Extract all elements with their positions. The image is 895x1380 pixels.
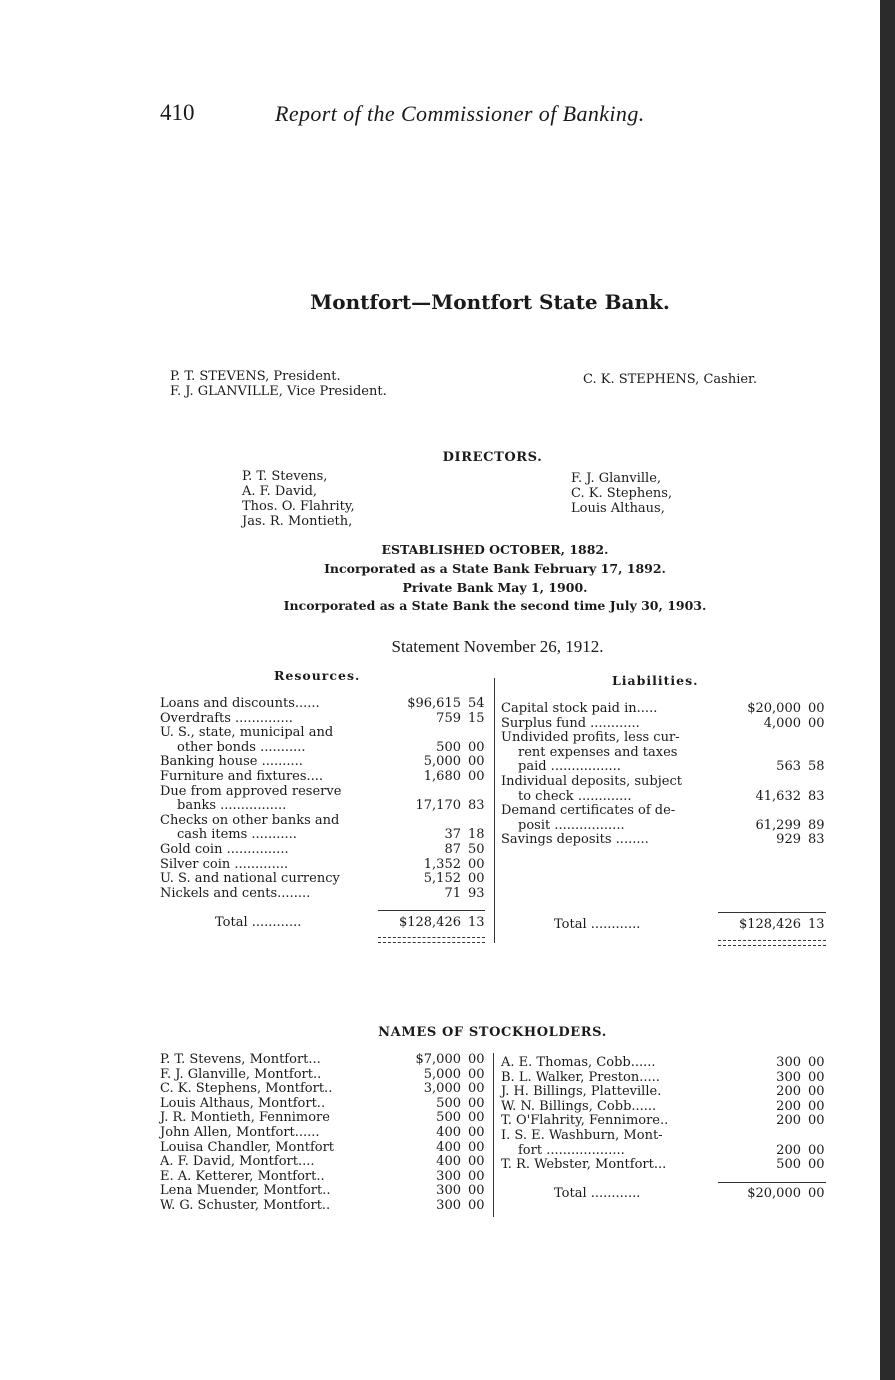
table-row xyxy=(160,1126,490,1141)
amount-dollars: 500 xyxy=(776,1157,801,1173)
stockholders-left-table xyxy=(160,1053,490,1214)
row-label: Due from approved reserve xyxy=(160,783,342,799)
amount-dollars: 400 xyxy=(436,1124,461,1140)
bank-title: Montfort—Montfort State Bank. xyxy=(310,290,670,314)
amount-cents: 00 xyxy=(468,1197,485,1213)
amount-cents: 00 xyxy=(468,1183,485,1199)
row-label: Surplus fund ............ xyxy=(501,715,640,731)
amount-cents: 18 xyxy=(468,827,485,843)
officer-cashier: C. K. STEPHENS, Cashier. xyxy=(583,372,757,387)
history-incorporated: Incorporated as a State Bank February 17, 1892. xyxy=(324,561,666,576)
amount-cents: 00 xyxy=(468,871,485,887)
row-label: T. O'Flahrity, Fennimore.. xyxy=(501,1113,669,1129)
amount-dollars: 759 xyxy=(436,710,461,726)
stockholders-heading: NAMES OF STOCKHOLDERS. xyxy=(378,1025,607,1040)
row-label: W. G. Schuster, Montfort.. xyxy=(160,1197,331,1213)
amount-cents: 00 xyxy=(468,1168,485,1184)
row-label: Banking house .......... xyxy=(160,754,303,770)
officer-vice-president: F. J. GLANVILLE, Vice President. xyxy=(170,384,387,399)
table-row xyxy=(501,760,831,775)
amount-cents: 00 xyxy=(468,1154,485,1170)
row-label: Capital stock paid in..... xyxy=(501,701,658,716)
directors-left-column xyxy=(242,469,355,529)
directors-right-column xyxy=(571,471,672,516)
amount-cents: 00 xyxy=(808,1055,825,1070)
officer-president: P. T. STEVENS, President. xyxy=(170,369,341,384)
row-label: rent expenses and taxes xyxy=(518,744,678,760)
table-row xyxy=(160,799,490,814)
amount-dollars: 400 xyxy=(436,1154,461,1170)
amount-dollars: 200 xyxy=(776,1113,801,1129)
row-label: Gold coin ............... xyxy=(160,841,289,857)
amount-dollars: 563 xyxy=(776,759,801,775)
amount-cents: 54 xyxy=(468,696,485,711)
table-row xyxy=(160,858,490,873)
table-row xyxy=(501,702,831,717)
table-row xyxy=(160,1170,490,1185)
row-label: F. J. Glanville, Montfort.. xyxy=(160,1066,322,1082)
total-label: Total ............ xyxy=(554,1186,641,1201)
history-private-bank: Private Bank May 1, 1900. xyxy=(402,580,588,595)
amount-cents: 00 xyxy=(468,1124,485,1140)
table-row xyxy=(160,1155,490,1170)
amount-dollars: 4,000 xyxy=(763,715,801,731)
amount-cents: 00 xyxy=(468,856,485,872)
statement-title: Statement November 26, 1912. xyxy=(391,637,604,656)
table-row xyxy=(501,804,831,819)
row-label: Demand certificates of de- xyxy=(501,803,676,819)
row-label: other bonds ........... xyxy=(177,739,306,755)
amount-dollars: 200 xyxy=(776,1084,801,1100)
amount-dollars: 400 xyxy=(436,1139,461,1155)
amount-dollars: 37 xyxy=(444,827,461,843)
amount-cents: 83 xyxy=(808,832,825,848)
table-row xyxy=(160,1184,490,1199)
row-label: Louis Althaus, Montfort.. xyxy=(160,1095,326,1111)
amount-dollars: 300 xyxy=(436,1183,461,1199)
table-row xyxy=(501,775,831,790)
row-label: T. R. Webster, Montfort... xyxy=(501,1157,667,1173)
row-label: Savings deposits ........ xyxy=(501,832,649,848)
table-row xyxy=(501,1071,831,1086)
stockholders-total-row xyxy=(501,1187,831,1202)
row-label: U. S., state, municipal and xyxy=(160,725,334,741)
resources-total-row xyxy=(160,916,490,931)
amount-dollars: 41,632 xyxy=(755,788,801,804)
resources-total-rule xyxy=(378,910,485,911)
amount-dollars: 200 xyxy=(776,1142,801,1158)
table-row xyxy=(160,741,490,756)
amount-cents: 50 xyxy=(468,841,485,857)
row-label: Checks on other banks and xyxy=(160,812,340,828)
stockholders-column-divider xyxy=(493,1053,494,1217)
table-row xyxy=(501,717,831,732)
table-row xyxy=(160,1097,490,1112)
row-label: to check ............. xyxy=(518,788,632,804)
table-row xyxy=(160,712,490,727)
amount-dollars: 5,152 xyxy=(423,871,461,887)
amount-cents: 00 xyxy=(468,754,485,770)
amount-dollars: $20,000 xyxy=(747,701,801,716)
amount-dollars: 87 xyxy=(444,841,461,857)
amount-cents: 00 xyxy=(808,1069,825,1085)
row-label: P. T. Stevens, Montfort... xyxy=(160,1052,321,1067)
director-name: Louis Althaus, xyxy=(571,501,665,516)
table-row xyxy=(160,1111,490,1126)
row-label: banks ................ xyxy=(177,798,287,814)
row-label: I. S. E. Washburn, Mont- xyxy=(501,1127,663,1143)
director-name: P. T. Stevens, xyxy=(242,469,328,484)
table-row xyxy=(501,833,831,848)
director-name: C. K. Stephens, xyxy=(571,486,673,501)
table-row xyxy=(160,872,490,887)
total-cents: 13 xyxy=(468,915,485,930)
row-label: cash items ........... xyxy=(177,827,297,843)
amount-cents: 00 xyxy=(468,1052,485,1067)
amount-dollars: 3,000 xyxy=(423,1081,461,1097)
liabilities-heading: Liabilities. xyxy=(612,673,699,688)
row-label: U. S. and national currency xyxy=(160,871,340,887)
directors-heading: DIRECTORS. xyxy=(442,450,543,465)
amount-cents: 00 xyxy=(468,768,485,784)
row-label: Louisa Chandler, Montfort xyxy=(160,1139,335,1155)
row-label: Undivided profits, less cur- xyxy=(501,730,680,746)
table-row xyxy=(160,697,490,712)
row-label: J. H. Billings, Platteville. xyxy=(501,1084,662,1100)
amount-cents: 00 xyxy=(808,715,825,731)
amount-cents: 00 xyxy=(468,1095,485,1111)
amount-cents: 00 xyxy=(808,1157,825,1173)
running-title: Report of the Commissioner of Banking. xyxy=(275,101,645,126)
row-label: A. E. Thomas, Cobb...... xyxy=(501,1055,656,1070)
row-label: John Allen, Montfort...... xyxy=(160,1124,320,1140)
amount-dollars: 300 xyxy=(776,1069,801,1085)
table-row xyxy=(501,746,831,761)
table-row xyxy=(160,828,490,843)
liabilities-table xyxy=(501,702,831,848)
history-reincorporated: Incorporated as a State Bank the second time July 30, 1903. xyxy=(283,598,707,613)
total-dollars: $20,000 xyxy=(747,1186,801,1201)
amount-cents: 83 xyxy=(808,788,825,804)
amount-dollars: 1,680 xyxy=(423,768,461,784)
amount-cents: 00 xyxy=(468,739,485,755)
amount-dollars: $7,000 xyxy=(415,1052,461,1067)
amount-dollars: 200 xyxy=(776,1098,801,1114)
table-row xyxy=(160,1141,490,1156)
row-label: J. R. Montieth, Fennimore xyxy=(160,1110,330,1126)
page-edge-shadow xyxy=(880,0,895,1380)
table-row xyxy=(501,1056,831,1071)
director-name: Thos. O. Flahrity, xyxy=(242,499,355,514)
amount-cents: 00 xyxy=(468,1110,485,1126)
table-row xyxy=(501,1085,831,1100)
stockholders-total-rule xyxy=(718,1182,826,1183)
director-name: A. F. David, xyxy=(242,484,318,499)
amount-dollars: 17,170 xyxy=(415,798,461,814)
table-row xyxy=(501,1129,831,1144)
table-row xyxy=(501,1158,831,1173)
liabilities-double-rule xyxy=(718,940,826,946)
resources-heading: Resources. xyxy=(274,668,361,683)
director-name: F. J. Glanville, xyxy=(571,471,662,486)
total-label: Total ............ xyxy=(215,915,302,930)
table-row xyxy=(501,1100,831,1115)
amount-dollars: $96,615 xyxy=(407,696,461,711)
amount-cents: 93 xyxy=(468,885,485,901)
row-label: fort ................... xyxy=(518,1142,625,1158)
amount-cents: 83 xyxy=(468,798,485,814)
table-row xyxy=(501,731,831,746)
liabilities-total-rule xyxy=(718,912,826,913)
table-row xyxy=(160,755,490,770)
amount-dollars: 929 xyxy=(776,832,801,848)
amount-cents: 00 xyxy=(808,1098,825,1114)
row-label: Individual deposits, subject xyxy=(501,773,682,789)
amount-dollars: 300 xyxy=(436,1168,461,1184)
amount-cents: 15 xyxy=(468,710,485,726)
total-dollars: $128,426 xyxy=(398,915,461,930)
resources-table xyxy=(160,697,490,901)
table-row xyxy=(501,790,831,805)
statement-column-divider xyxy=(494,678,495,943)
row-label: W. N. Billings, Cobb...... xyxy=(501,1098,657,1114)
amount-dollars: 500 xyxy=(436,1095,461,1111)
amount-cents: 00 xyxy=(808,1084,825,1100)
amount-dollars: 300 xyxy=(436,1197,461,1213)
row-label: B. L. Walker, Preston..... xyxy=(501,1069,660,1085)
amount-cents: 00 xyxy=(468,1066,485,1082)
amount-cents: 00 xyxy=(468,1139,485,1155)
liabilities-total-row xyxy=(501,918,831,933)
amount-cents: 00 xyxy=(808,1142,825,1158)
row-label: Silver coin ............. xyxy=(160,856,289,872)
total-dollars: $128,426 xyxy=(738,917,801,932)
table-row xyxy=(501,1114,831,1129)
row-label: C. K. Stephens, Montfort.. xyxy=(160,1081,333,1097)
amount-cents: 89 xyxy=(808,817,825,833)
amount-dollars: 500 xyxy=(436,1110,461,1126)
table-row xyxy=(160,814,490,829)
row-label: Lena Muender, Montfort.. xyxy=(160,1183,331,1199)
row-label: Loans and discounts...... xyxy=(160,696,320,711)
director-name: Jas. R. Montieth, xyxy=(242,514,353,529)
row-label: A. F. David, Montfort.... xyxy=(160,1154,315,1170)
total-row xyxy=(501,918,831,933)
amount-cents: 00 xyxy=(808,701,825,716)
table-row xyxy=(160,726,490,741)
amount-dollars: 71 xyxy=(444,885,461,901)
history-established: ESTABLISHED OCTOBER, 1882. xyxy=(381,542,609,557)
amount-dollars: 5,000 xyxy=(423,754,461,770)
amount-cents: 00 xyxy=(468,1081,485,1097)
row-label: Nickels and cents........ xyxy=(160,885,311,901)
total-label: Total ............ xyxy=(554,917,641,932)
table-row xyxy=(160,1053,490,1068)
row-label: Furniture and fixtures.... xyxy=(160,768,324,784)
table-row xyxy=(160,843,490,858)
amount-cents: 00 xyxy=(808,1113,825,1129)
table-row xyxy=(160,770,490,785)
table-row xyxy=(501,819,831,834)
amount-dollars: 5,000 xyxy=(423,1066,461,1082)
row-label: posit ................. xyxy=(518,817,625,833)
row-label: paid ................. xyxy=(518,759,621,775)
total-cents: 13 xyxy=(808,917,825,932)
table-row xyxy=(160,887,490,902)
stockholders-right-table xyxy=(501,1056,831,1173)
table-row xyxy=(160,1199,490,1214)
table-row xyxy=(160,1082,490,1097)
total-cents: 00 xyxy=(808,1186,825,1201)
table-row xyxy=(160,1068,490,1083)
row-label: Overdrafts .............. xyxy=(160,710,293,726)
amount-dollars: 1,352 xyxy=(423,856,461,872)
row-label: E. A. Ketterer, Montfort.. xyxy=(160,1168,325,1184)
table-row xyxy=(160,785,490,800)
page-number: 410 xyxy=(160,100,195,125)
amount-dollars: 300 xyxy=(776,1055,801,1070)
total-row xyxy=(160,916,490,931)
resources-double-rule xyxy=(378,937,485,943)
amount-cents: 58 xyxy=(808,759,825,775)
table-row xyxy=(501,1144,831,1159)
amount-dollars: 500 xyxy=(436,739,461,755)
total-row xyxy=(501,1187,831,1202)
amount-dollars: 61,299 xyxy=(755,817,801,833)
